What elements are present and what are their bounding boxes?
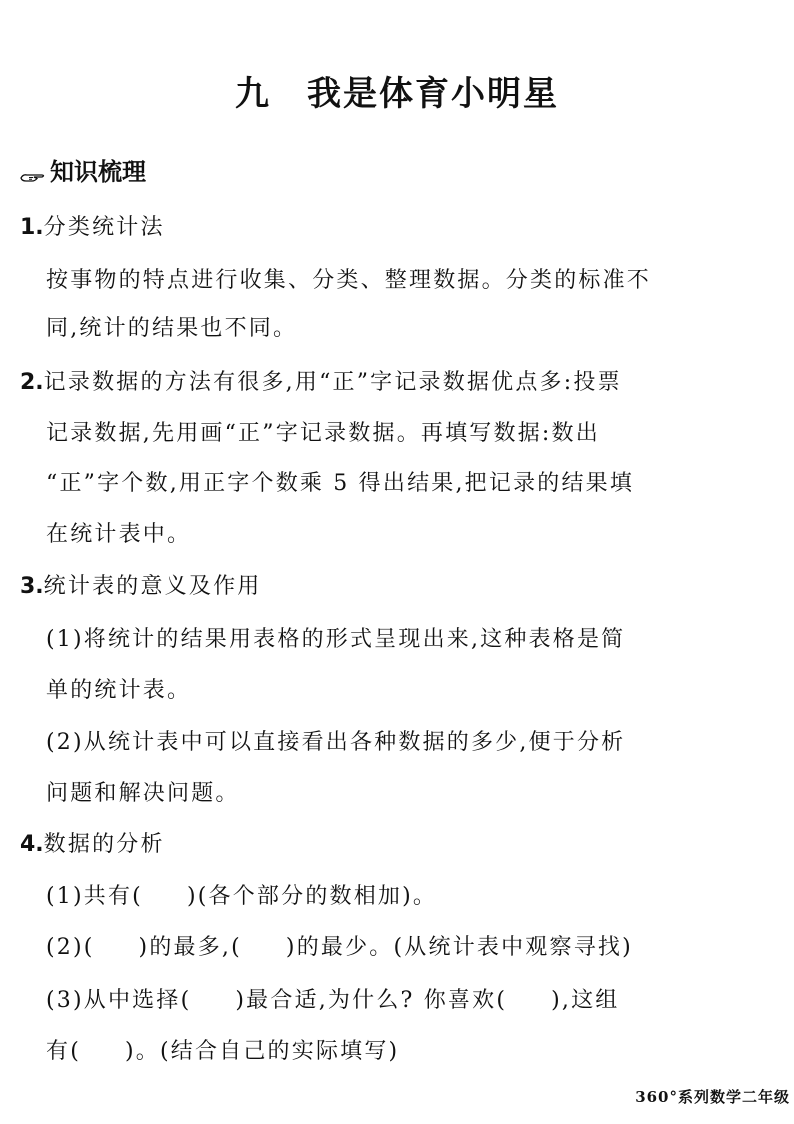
item-4-number: 4. — [20, 832, 44, 857]
item-4-line-4 — [46, 1037, 399, 1067]
item-2-heading: 记录数据的方法有很多,用“正”字记录数据优点多:投票 — [43, 370, 622, 395]
fill-text: (3)从中选择( — [46, 988, 192, 1013]
fill-text: (1)共有( — [46, 884, 143, 909]
item-1-line-2: 同,统计的结果也不同。 — [46, 316, 298, 341]
page-footer: 360°系列数学二年级 — [635, 1088, 790, 1106]
item-2-line-1: 记录数据,先用画“正”字记录数据。再填写数据:数出 — [46, 421, 600, 446]
item-3-heading: 统计表的意义及作用 — [43, 574, 262, 599]
item-2-line-3: 在统计表中。 — [46, 522, 192, 547]
item-3-line-1: (1)将统计的结果用表格的形式呈现出来,这种表格是简 — [46, 627, 626, 652]
item-3-line-3: (2)从统计表中可以直接看出各种数据的多少,便于分析 — [46, 730, 626, 755]
chapter-number: 九 — [235, 74, 271, 114]
item-1-number: 1. — [20, 215, 44, 240]
item-4-title — [20, 830, 165, 860]
item-1-heading: 分类统计法 — [43, 215, 165, 240]
fill-text: )。(结合自己的实际填写) — [124, 1039, 400, 1064]
fill-text: )(各个部分的数相加)。 — [186, 884, 438, 909]
item-4-line-3 — [46, 986, 620, 1016]
item-1-title — [20, 213, 165, 243]
item-4-heading: 数据的分析 — [43, 832, 165, 857]
fill-text: )的最多,( — [138, 935, 242, 960]
fill-text: ),这组 — [551, 988, 620, 1013]
fill-text: (2)( — [46, 935, 95, 960]
item-2-line-2: “正”字个数,用正字个数乘 5 得出结果,把记录的结果填 — [46, 471, 635, 496]
item-3-title — [20, 572, 261, 602]
fill-text: )的最少。(从统计表中观察寻找) — [285, 935, 633, 960]
page-title — [0, 66, 794, 115]
item-3-line-2: 单的统计表。 — [46, 678, 192, 703]
item-4-line-1 — [46, 882, 437, 912]
item-2-title — [20, 368, 622, 398]
fill-text: )最合适,为什么? 你喜欢( — [235, 988, 508, 1013]
item-3-line-4: 问题和解决问题。 — [46, 781, 240, 806]
item-3-number: 3. — [20, 574, 44, 599]
item-4-line-2 — [46, 933, 633, 963]
item-1-line-1: 按事物的特点进行收集、分类、整理数据。分类的标准不 — [46, 268, 652, 293]
section-heading-text: 知识梳理 — [50, 158, 146, 186]
section-heading — [20, 152, 146, 187]
item-2-number: 2. — [20, 370, 44, 395]
chapter-title: 我是体育小明星 — [307, 74, 559, 114]
pointing-hand-icon — [20, 163, 46, 177]
fill-text: 有( — [46, 1039, 81, 1064]
